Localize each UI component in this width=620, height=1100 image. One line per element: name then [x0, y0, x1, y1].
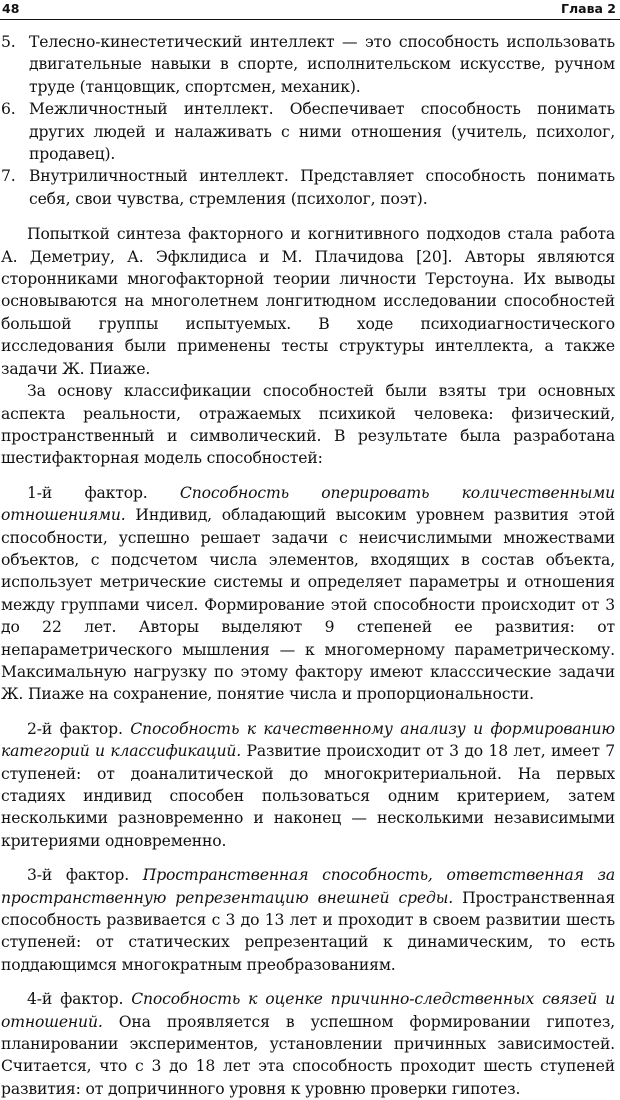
list-item-number: 7. [1, 167, 16, 186]
intelligence-list [1, 31, 615, 210]
factor-label: 4-й фактор. [27, 990, 132, 1009]
chapter-title: Глава 2 [561, 1, 616, 16]
factor-title: Способность оперировать количественными отношениями. [1, 483, 615, 525]
list-item [1, 98, 615, 165]
factor-text: Индивид, обладающий высоким уровнем развития этой способности, успешно решает задачи с неисчислимыми множествами объектов, с подсчетом числа элементов, входящих в состав объекта, использует метрические системы и определяет параметры и отношения между группами чисел. Формирование этой способности происходит от 3 до 22 лет. Авторы выделяют 9 степеней ее развития: от непараметрического мышления — к многомерному параметрическому. Максимальную нагрузку по этому фактору имеют класссические задачи Ж. Пиаже на сохранение, понятие числа и пропорциональности. [1, 506, 615, 704]
list-item-text: Телесно-кинестетический интеллект — это способность использовать двигательные навыки в спорте, исполнительском искусстве, ручном труде (танцовщик, спортсмен, механик). [29, 33, 615, 96]
paragraph-synthesis: Попыткой синтеза факторного и когнитивного подходов стала работа А. Деметриу, А. Эфклидиса и М. Плачидова [20]. Авторы являются сторонниками многофакторной теории личности Терстоуна. Их выводы основываются на многолетнем лонгитюдном исследовании способностей большой группы испытуемых. В ходе психодиагностического исследования были применены тесты структуры интеллекта, а также задачи Ж. Пиаже. [1, 225, 615, 378]
page-number: 48 [2, 1, 20, 16]
page-body [1, 31, 615, 1100]
list-item-number: 5. [1, 33, 16, 51]
factor-3-paragraph [1, 864, 615, 976]
running-header [0, 0, 620, 20]
list-item [1, 31, 615, 98]
factor-label: 2-й фактор. [27, 719, 131, 738]
factor-text: Она проявляется в успешном формировании гипотез, планировании экспериментов, установлении причинных зависимостей. Считается, что с 3 до 18 лет эта способность проходит шесть ступеней развития: от допричинного уровня к уровню проверки гипотез. [1, 1012, 615, 1098]
factor-title: Способность к оценке причинно-следственных связей и отношений. [1, 990, 615, 1031]
factor-4-paragraph [1, 988, 615, 1100]
factor-1-paragraph [1, 482, 615, 706]
list-item [1, 165, 615, 210]
paragraph-classification: За основу классификации способностей были взяты три основных аспекта реальности, отражаемых психикой человека: физический, пространственный и символический. В результате была разработана шестифакторная модель способностей: [1, 382, 615, 468]
list-item-text: Внутриличностный интеллект. Представляет способность понимать себя, свои чувства, стремления (психолог, поэт). [29, 167, 615, 208]
factor-title: Пространственная способность, ответственная за пространственную репрезентацию внешней среды. [1, 866, 615, 907]
factor-label: 1-й фактор. [27, 483, 180, 502]
factor-label: 3-й фактор. [27, 866, 143, 885]
factor-2-paragraph [1, 718, 615, 852]
list-item-text: Межличностный интеллект. Обеспечивает способность понимать других людей и налаживать с ними отношения (учитель, психолог, продавец). [29, 100, 615, 164]
factor-text: Развитие происходит от 3 до 18 лет, имеет 7 ступеней: от доаналитической до многокритериальной. На первых стадиях индивид способен пользоваться одним критерием, затем несколькими разновременно и наконец — несколькими независимыми критериями одновременно. [1, 742, 615, 850]
factor-text: Пространственная способность развивается с 3 до 13 лет и проходит в своем развитии шесть ступеней: от статических репрезентаций к динамическим, то есть поддающимся многократным преобразованиям. [1, 888, 616, 974]
list-item-number: 6. [1, 100, 16, 119]
factor-title: Способность к качественному анализу и формированию категорий и классификаций. [1, 719, 615, 761]
